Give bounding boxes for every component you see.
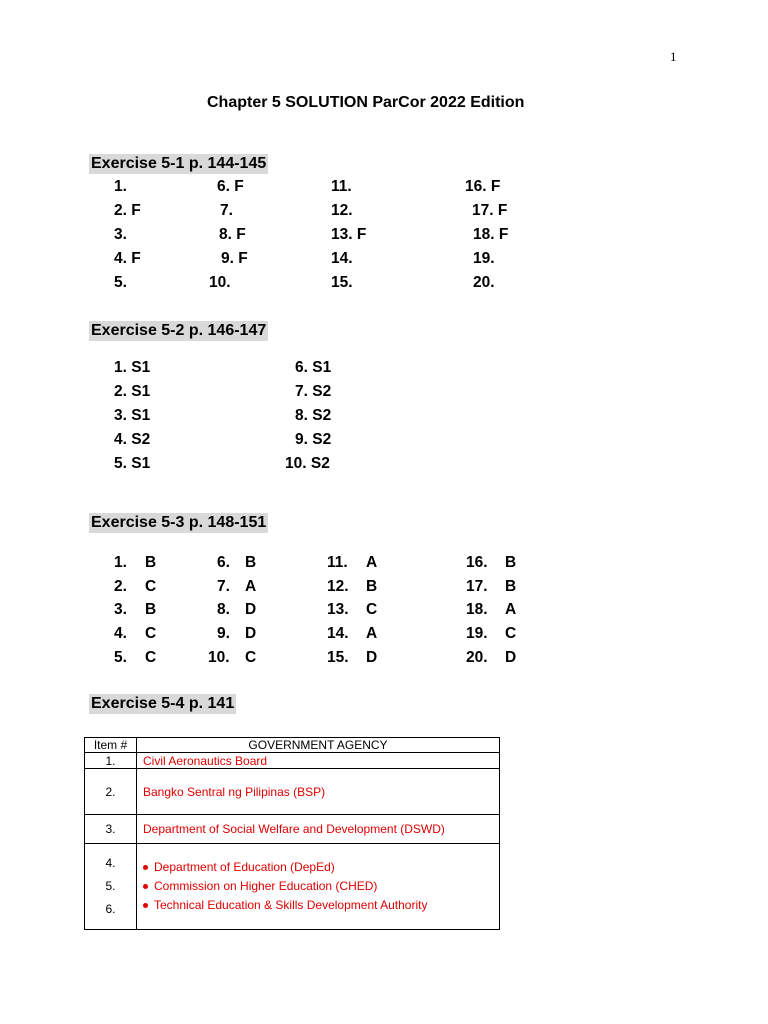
answer-item: 19. xyxy=(473,250,495,267)
answer-item: 6. F xyxy=(217,178,244,195)
agency-name: Department of Education (DepEd) xyxy=(154,860,335,874)
bullet-icon xyxy=(143,903,148,908)
exercise-5-4-heading: Exercise 5-4 p. 141 xyxy=(91,695,235,712)
answer-letter: D xyxy=(245,625,257,642)
answer-item: 20. xyxy=(473,274,495,291)
answer-item: 10. S2 xyxy=(285,455,330,472)
list-item xyxy=(143,858,493,877)
answer-item: 7. S2 xyxy=(295,383,332,400)
answer-number: 8. xyxy=(217,601,230,618)
table-row xyxy=(85,844,500,930)
answer-item: 2. S1 xyxy=(114,383,151,400)
answer-item: 3. S1 xyxy=(114,407,151,424)
answer-letter: B xyxy=(505,578,517,595)
column-header-agency: GOVERNMENT AGENCY xyxy=(137,738,500,753)
answer-number: 20. xyxy=(466,649,488,666)
answer-letter: D xyxy=(245,601,257,618)
answer-number: 6. xyxy=(217,554,230,571)
table-row xyxy=(85,815,500,844)
agency-name: Technical Education & Skills Development Authority xyxy=(154,898,428,912)
answer-letter: D xyxy=(505,649,517,666)
item-number: 1. xyxy=(85,753,137,769)
answer-letter: B xyxy=(145,601,157,618)
item-number-group xyxy=(85,844,137,930)
answer-number: 9. xyxy=(217,625,230,642)
answer-item: 17. F xyxy=(472,202,508,219)
answer-number: 14. xyxy=(327,625,349,642)
answer-number: 3. xyxy=(114,601,127,618)
item-number: 5. xyxy=(105,879,116,893)
item-number: 6. xyxy=(105,902,116,916)
exercise-5-3-heading: Exercise 5-3 p. 148-151 xyxy=(91,514,267,531)
agency-name: Commission on Higher Education (CHED) xyxy=(154,879,378,893)
answer-item: 18. F xyxy=(473,226,509,243)
agency-table xyxy=(84,737,500,930)
item-number: 2. xyxy=(85,769,137,815)
answer-letter: A xyxy=(366,625,378,642)
answer-number: 15. xyxy=(327,649,349,666)
answer-item: 3. xyxy=(114,226,127,243)
answer-item: 5. xyxy=(114,274,127,291)
item-number: 4. xyxy=(105,856,116,870)
agency-list-cell xyxy=(137,844,500,930)
answer-letter: B xyxy=(366,578,378,595)
answer-letter: B xyxy=(505,554,517,571)
answer-letter: A xyxy=(366,554,378,571)
column-header-item: Item # xyxy=(85,738,137,753)
answer-letter: C xyxy=(366,601,378,618)
answer-item: 7. xyxy=(220,202,233,219)
answer-item: 10. xyxy=(209,274,231,291)
page-title: Chapter 5 SOLUTION ParCor 2022 Edition xyxy=(207,94,525,111)
agency-name: Civil Aeronautics Board xyxy=(137,753,500,769)
answer-letter: C xyxy=(505,625,517,642)
answer-item: 1. S1 xyxy=(114,359,151,376)
answer-item: 8. F xyxy=(219,226,246,243)
answer-item: 2. F xyxy=(114,202,141,219)
answer-letter: C xyxy=(145,649,157,666)
answer-number: 2. xyxy=(114,578,127,595)
answer-number: 11. xyxy=(327,554,348,571)
table-row xyxy=(85,769,500,815)
answer-number: 17. xyxy=(466,578,488,595)
agency-name: Bangko Sentral ng Pilipinas (BSP) xyxy=(137,769,500,815)
answer-letter: C xyxy=(245,649,257,666)
answer-letter: D xyxy=(366,649,378,666)
bullet-icon xyxy=(143,865,148,870)
answer-letter: C xyxy=(145,625,157,642)
answer-number: 13. xyxy=(327,601,349,618)
answer-item: 4. F xyxy=(114,250,141,267)
exercise-5-1-heading: Exercise 5-1 p. 144-145 xyxy=(91,155,267,172)
list-item xyxy=(143,877,493,896)
answer-item: 6. S1 xyxy=(295,359,332,376)
answer-letter: C xyxy=(145,578,157,595)
answer-item: 16. F xyxy=(465,178,501,195)
answer-number: 5. xyxy=(114,649,127,666)
answer-item: 12. xyxy=(331,202,353,219)
answer-letter: B xyxy=(245,554,257,571)
table-header-row xyxy=(85,738,500,753)
page-number: 1 xyxy=(670,49,677,64)
answer-item: 9. S2 xyxy=(295,431,332,448)
item-number: 3. xyxy=(85,815,137,844)
list-item xyxy=(143,896,493,915)
answer-number: 16. xyxy=(466,554,488,571)
answer-item: 13. F xyxy=(331,226,367,243)
answer-item: 15. xyxy=(331,274,353,291)
answer-item: 14. xyxy=(331,250,353,267)
answer-number: 10. xyxy=(208,649,230,666)
bullet-icon xyxy=(143,884,148,889)
exercise-5-2-heading: Exercise 5-2 p. 146-147 xyxy=(91,322,267,339)
answer-item: 5. S1 xyxy=(114,455,151,472)
answer-number: 18. xyxy=(466,601,488,618)
answer-item: 8. S2 xyxy=(295,407,332,424)
answer-letter: A xyxy=(505,601,517,618)
answer-number: 7. xyxy=(217,578,230,595)
answer-number: 1. xyxy=(114,554,127,571)
answer-letter: B xyxy=(145,554,157,571)
answer-item: 11. xyxy=(331,178,352,195)
answer-item: 4. S2 xyxy=(114,431,151,448)
table-row xyxy=(85,753,500,769)
answer-number: 12. xyxy=(327,578,349,595)
agency-bullet-list xyxy=(143,858,493,915)
answer-number: 19. xyxy=(466,625,488,642)
answer-number: 4. xyxy=(114,625,127,642)
agency-name: Department of Social Welfare and Development (DSWD) xyxy=(137,815,500,844)
answer-letter: A xyxy=(245,578,257,595)
answer-item: 1. xyxy=(114,178,127,195)
answer-item: 9. F xyxy=(221,250,248,267)
